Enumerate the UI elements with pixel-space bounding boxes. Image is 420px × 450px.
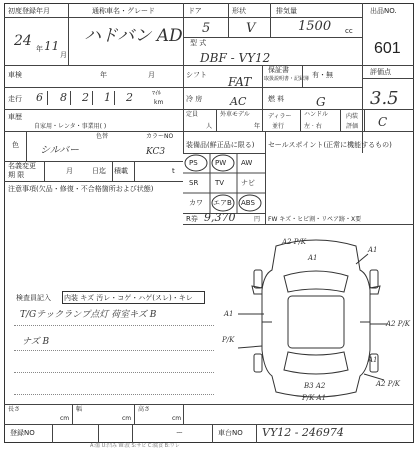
fuel-value: G	[316, 95, 326, 109]
dealer-label: ディラー	[268, 113, 292, 120]
fuel-label: 燃 料	[268, 95, 285, 103]
diagram-mark-6: A2 P/K	[386, 320, 411, 328]
warranty-label: 保証書	[268, 66, 289, 74]
name-change-label: 名義変更	[8, 162, 36, 170]
history-label: 車歴	[8, 113, 22, 121]
shape-label: 形状	[232, 7, 246, 15]
first-reg-label: 初度登録年月	[8, 7, 50, 15]
mileage-digit-1: 6	[36, 91, 43, 104]
exterior-model-label: 外車モデル	[220, 111, 250, 118]
diagram-mark-7: B3 A2	[304, 382, 326, 390]
car-damage-diagram	[218, 230, 414, 404]
capacity-label: 定員	[186, 111, 199, 118]
interior-label: 内装	[346, 113, 359, 120]
equipment-aw: AW	[241, 159, 253, 167]
warranty-value: 有・無	[312, 71, 333, 79]
dealer-sub: 並行	[272, 123, 285, 130]
interior-value: C	[378, 115, 388, 129]
inspection-month-unit: 月	[148, 71, 155, 79]
door-label: ドア	[188, 7, 202, 15]
capacity-unit: 人	[206, 123, 213, 130]
equipment-ps: PS	[189, 159, 198, 167]
equipment-circle-mark	[185, 155, 207, 171]
inspector-label: 検査員記入	[16, 294, 51, 302]
first-reg-year-unit: 年	[36, 45, 43, 53]
width-unit: cm	[122, 415, 132, 422]
equipment-circle-mark	[239, 195, 261, 211]
inspection-year-unit: 年	[100, 71, 107, 79]
exterior-model-unit: 年	[254, 123, 261, 130]
equipment-leather: カワ	[189, 199, 203, 207]
lot-label: 出品NO.	[370, 7, 397, 15]
diagram-mark-8: A1	[368, 356, 378, 364]
inspector-note-1: T/Gテックランプ点灯 荷室キズ B	[20, 310, 157, 320]
r-tax-value: 9,370	[204, 211, 236, 224]
name-change-sub: 期 限	[8, 171, 25, 179]
mileage-label: 走行	[8, 95, 22, 103]
equipment-circle-mark	[212, 195, 234, 211]
registration-label: 登録NO	[10, 429, 35, 437]
model-label: 型 式	[190, 39, 207, 47]
displacement-unit: cc	[345, 27, 353, 35]
damage-legend: FW キズ・ヒビ割・リペア跡・X要	[268, 216, 362, 223]
car-name-label: 通称車名・グレード	[92, 7, 155, 15]
mileage-digit-4: 1	[104, 91, 111, 104]
displacement-value: 1500	[298, 19, 332, 34]
selling-points-label: セールスポイント(正常に機能するもの)	[268, 141, 392, 149]
diagram-mark-5: P/K	[222, 336, 235, 344]
interior-sub: 評価	[346, 123, 359, 130]
vin-label: 車台NO	[218, 429, 243, 437]
color-code-value: KC3	[146, 147, 166, 157]
footer-legend: A:傷 U:凹み W:波 S:サビ C:腐食 B:ワレ	[90, 443, 180, 449]
r-tax-unit: 円	[254, 216, 261, 223]
equipment-abs: ABS	[241, 199, 255, 207]
height-label: 高さ	[138, 406, 151, 413]
equipment-tv: TV	[215, 179, 225, 187]
history-sub: 自家用・レンタ・事業用( )	[34, 123, 107, 130]
displacement-label: 排気量	[276, 7, 297, 15]
equipment-circles	[183, 153, 265, 213]
name-change-day: 日迄	[92, 167, 106, 175]
model-value: DBF - VY12	[200, 51, 271, 65]
color-code-label: カラーNO	[146, 133, 174, 140]
first-reg-month-unit: 月	[60, 51, 67, 59]
first-reg-year: 24	[14, 33, 32, 49]
warranty-sub: 取扱説明書・記録簿	[264, 76, 310, 82]
first-reg-month: 11	[44, 39, 60, 53]
height-unit: cm	[172, 415, 182, 422]
mileage-unit-top: ﾏｲﾙ	[152, 90, 162, 97]
mileage-digits	[30, 90, 150, 106]
score-value: 3.5	[370, 88, 399, 109]
equipment-label: 装備品(鮮正品に限る)	[186, 141, 255, 149]
inspector-options: 内装 キズ 汚レ・コゲ・ハゲ(スレ)・キレ	[64, 294, 193, 302]
vin-value: VY12 - 246974	[262, 426, 344, 439]
inspector-options-box	[62, 291, 205, 304]
inspection-label: 車検	[8, 71, 22, 79]
car-name-value: ハドバン AD	[84, 26, 183, 46]
diagram-mark-9: A2 P/K	[376, 380, 401, 388]
ton-unit: t	[172, 167, 175, 175]
diagram-mark-10: P/K A1	[302, 394, 327, 402]
shift-label: シフト	[186, 71, 207, 79]
notes-label: 注意事項(欠品・修復・不合格箇所および状態)	[8, 185, 154, 193]
door-value: 5	[202, 21, 211, 36]
score-label: 評価点	[370, 68, 391, 76]
equipment-circle-mark	[212, 155, 234, 171]
length-unit: cm	[60, 415, 70, 422]
mileage-digit-5: 2	[126, 91, 133, 104]
lot-number: 601	[374, 40, 401, 57]
mileage-digit-2: 8	[60, 91, 67, 104]
equipment-sr: SR	[189, 179, 199, 187]
handle-label: ハンドル	[304, 111, 329, 118]
diagram-mark-4: A1	[224, 310, 234, 318]
color-label: 色	[12, 141, 19, 149]
color-change-label: 色替	[96, 133, 109, 140]
color-value: シルバー	[40, 145, 80, 156]
width-label: 幅	[76, 406, 83, 413]
ac-label: 冷 房	[186, 95, 203, 103]
handle-value: 左 · 右	[304, 123, 322, 130]
mileage-digit-3: 2	[82, 91, 89, 104]
shape-value: V	[246, 21, 256, 36]
diagram-mark-2: A1	[308, 254, 318, 262]
diagram-mark-3: A1	[368, 246, 378, 254]
mileage-unit-bottom: km	[154, 99, 164, 106]
equipment-navi: ナビ	[241, 179, 255, 187]
registration-dash: ー	[176, 429, 183, 437]
r-tax-label: R券	[186, 215, 198, 223]
length-label: 長さ	[8, 406, 21, 413]
equipment-pw: PW	[215, 159, 227, 167]
diagram-mark-1: A2 P/K	[282, 238, 307, 246]
name-change-month: 月	[66, 167, 73, 175]
load-label: 積載	[114, 167, 128, 175]
equipment-airbag: エアB	[213, 199, 232, 207]
ac-value: AC	[230, 95, 247, 108]
shift-value: FAT	[228, 75, 252, 89]
inspector-note-2: ナズ B	[22, 337, 50, 347]
